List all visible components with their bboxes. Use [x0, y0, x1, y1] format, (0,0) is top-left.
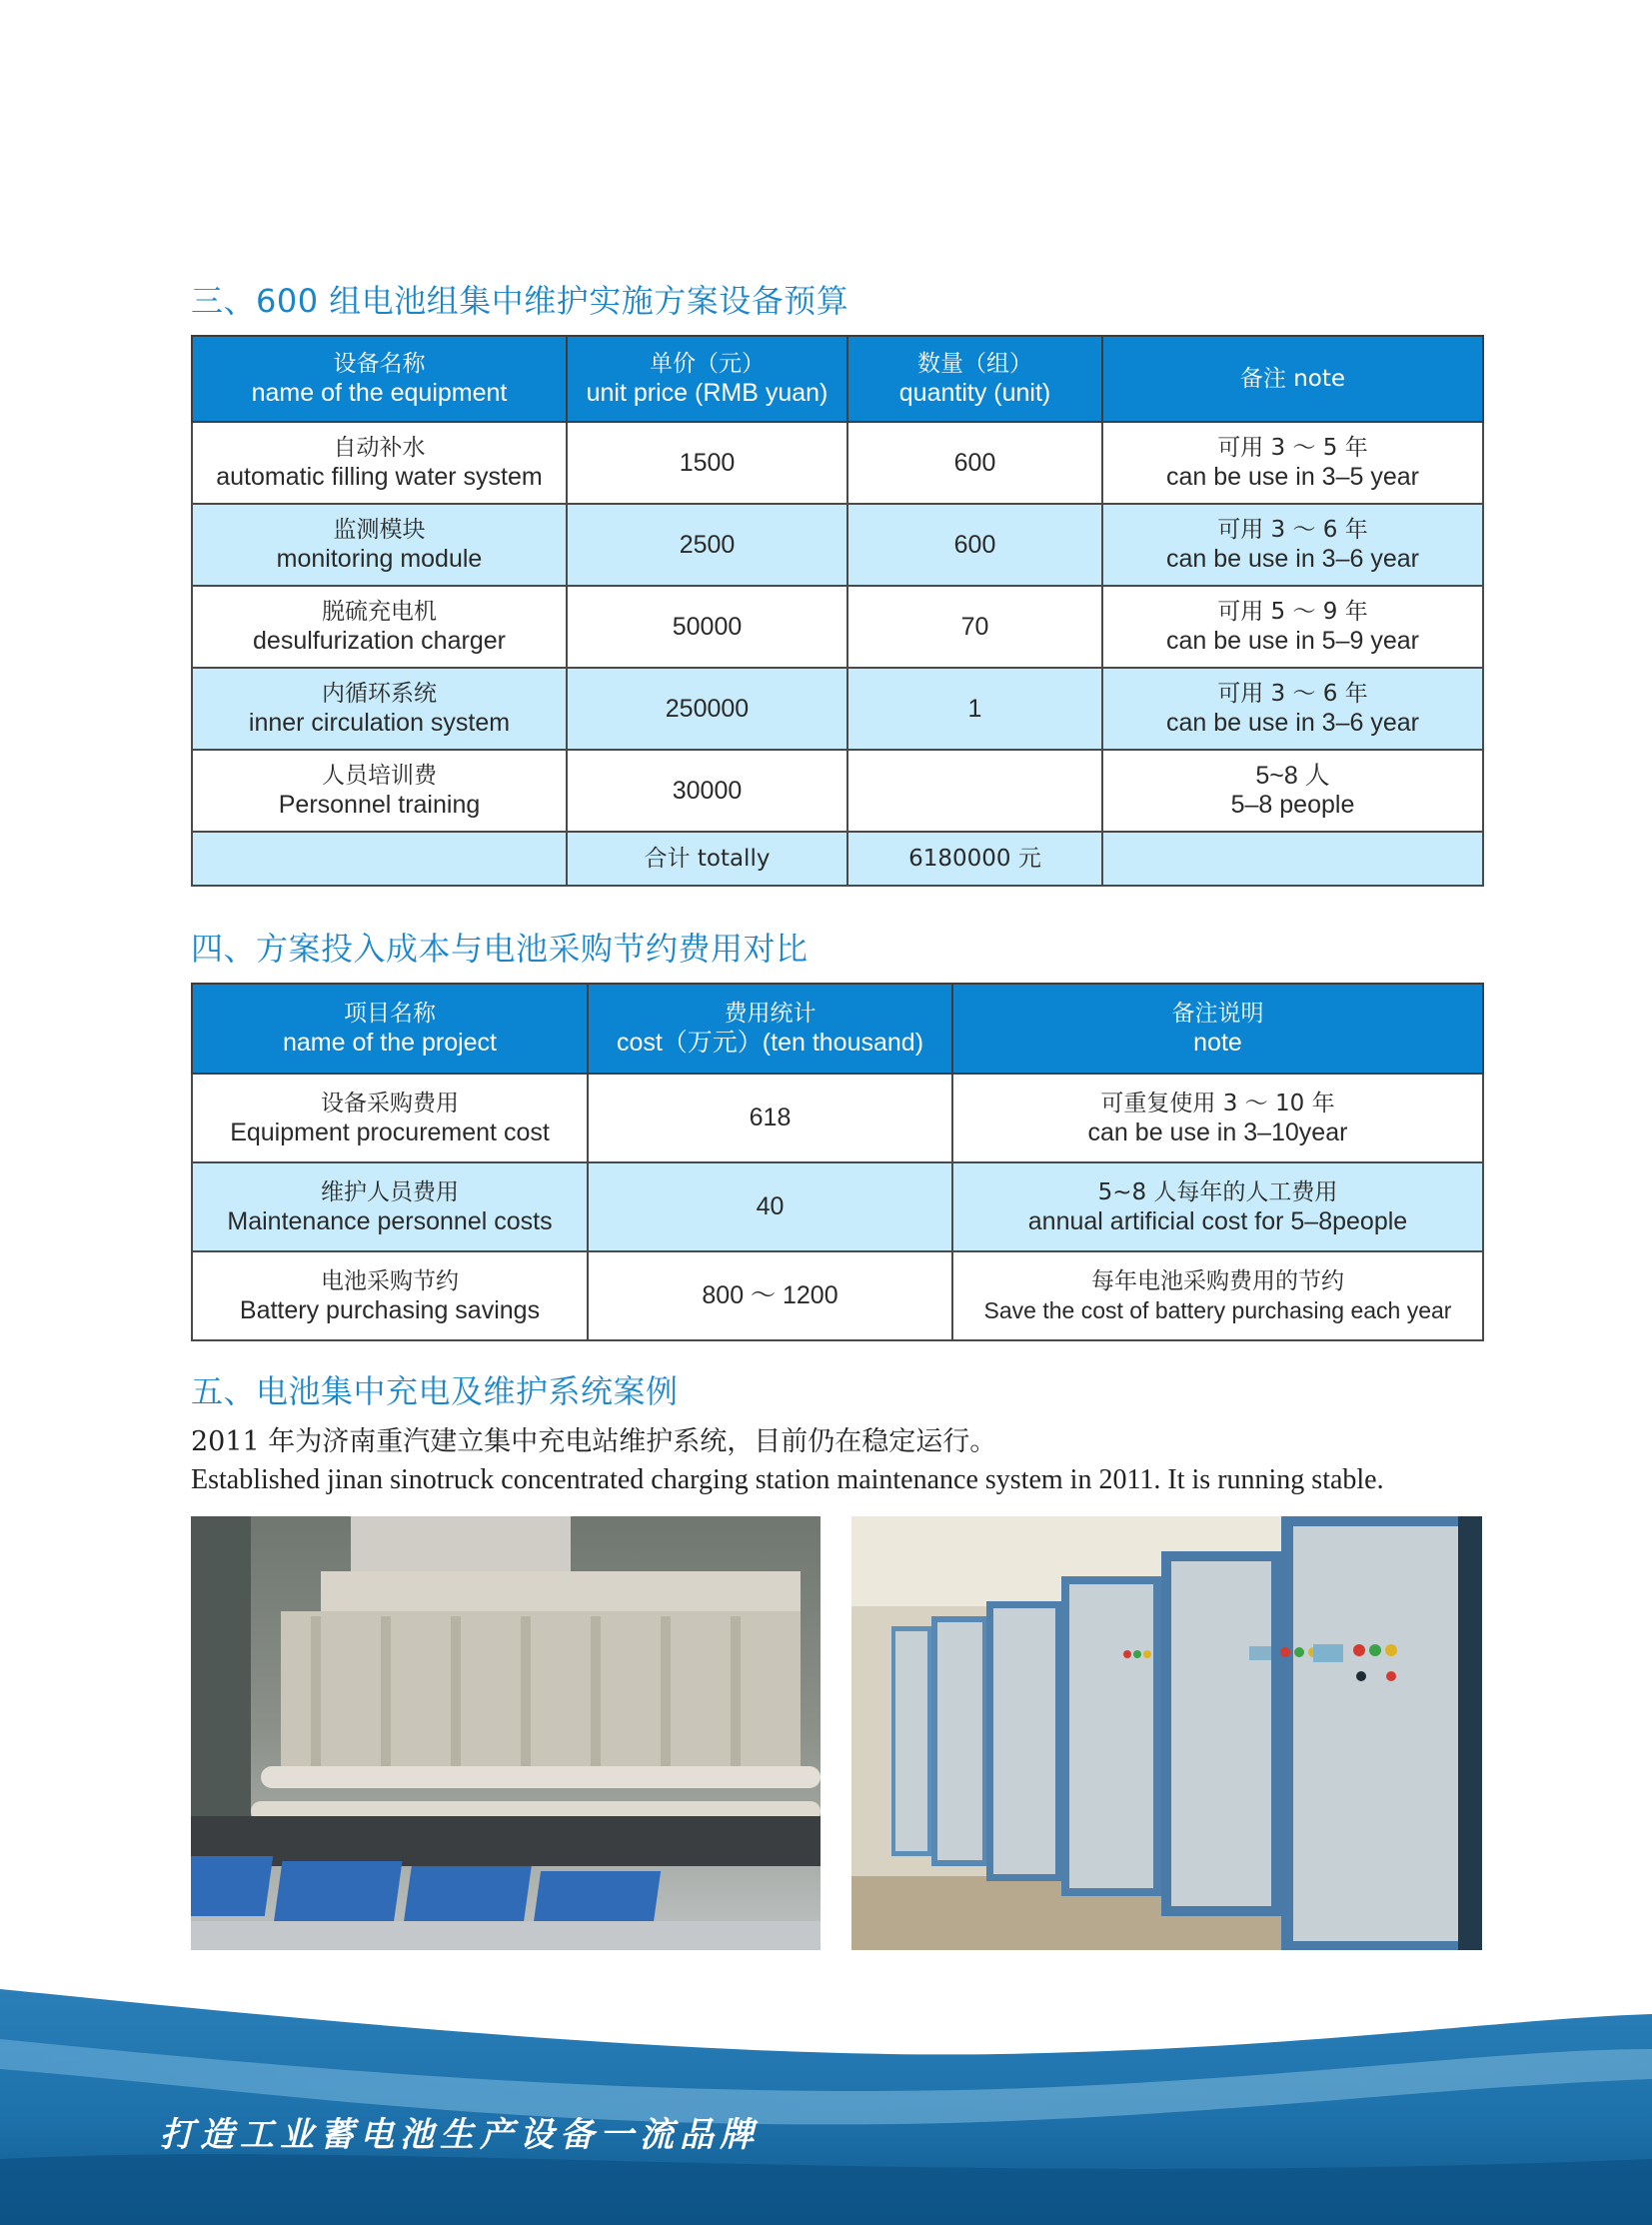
case-description-cn: 2011 年为济南重汽建立集中充电站维护系统，目前仍在稳定运行。 [191, 1426, 997, 1457]
cell-project: 设备采购费用 Equipment procurement cost [192, 1074, 588, 1162]
table-total-row [192, 832, 1483, 886]
table-row [192, 586, 1483, 668]
cell-name: 内循环系统 inner circulation system [192, 668, 567, 750]
cell-quantity: 600 [847, 422, 1102, 504]
cell-project: 维护人员费用 Maintenance personnel costs [192, 1162, 588, 1251]
header-quantity: 数量（组） quantity (unit) [847, 336, 1102, 422]
cell-name: 监测模块 monitoring module [192, 504, 567, 586]
cell-note: 可用 5 ～ 9 年 can be use in 5–9 year [1102, 586, 1483, 668]
table-row [192, 422, 1483, 504]
table-row [192, 1251, 1483, 1340]
header-project-name: 项目名称 name of the project [192, 984, 588, 1074]
cell-note: 可用 3 ～ 5 年 can be use in 3–5 year [1102, 422, 1483, 504]
cell-name: 自动补水 automatic filling water system [192, 422, 567, 504]
total-label: 合计 totally [567, 832, 847, 886]
section5-title: 五、电池集中充电及维护系统案例 [191, 1372, 679, 1410]
header-cost: 费用统计 cost（万元）(ten thousand) [588, 984, 952, 1074]
total-value: 6180000 元 [847, 832, 1102, 886]
cell-remark: 5~8 人每年的人工费用 annual artificial cost for 5–8people [952, 1162, 1483, 1251]
cell-price: 50000 [567, 586, 847, 668]
cell-empty [1102, 832, 1483, 886]
cell-price: 250000 [567, 668, 847, 750]
table-row [192, 504, 1483, 586]
cell-price: 1500 [567, 422, 847, 504]
battery-rack-photo [191, 1516, 821, 1950]
table-row [192, 1074, 1483, 1162]
case-description-en: Established jinan sinotruck concentrated charging station maintenance system in 2011. It is running stable. [191, 1464, 1384, 1495]
cell-cost: 40 [588, 1162, 952, 1251]
table-header-row [192, 336, 1483, 422]
cell-remark: 可重复使用 3 ～ 10 年 can be use in 3–10year [952, 1074, 1483, 1162]
header-remark: 备注说明 note [952, 984, 1483, 1074]
cell-name: 人员培训费 Personnel training [192, 750, 567, 832]
cell-quantity: 600 [847, 504, 1102, 586]
table-row [192, 1162, 1483, 1251]
cell-quantity: 1 [847, 668, 1102, 750]
section3-title: 三、600 组电池组集中维护实施方案设备预算 [191, 282, 849, 320]
table-header-row [192, 984, 1483, 1074]
cell-project: 电池采购节约 Battery purchasing savings [192, 1251, 588, 1340]
cell-empty [192, 832, 567, 886]
table-row [192, 668, 1483, 750]
cell-note: 可用 3 ～ 6 年 can be use in 3–6 year [1102, 668, 1483, 750]
cell-price: 30000 [567, 750, 847, 832]
header-unit-price: 单价（元） unit price (RMB yuan) [567, 336, 847, 422]
cell-cost: 618 [588, 1074, 952, 1162]
cell-note: 可用 3 ～ 6 年 can be use in 3–6 year [1102, 504, 1483, 586]
charger-cabinets-photo [851, 1516, 1482, 1950]
table-row [192, 750, 1483, 832]
cell-note: 5~8 人 5–8 people [1102, 750, 1483, 832]
section4-title: 四、方案投入成本与电池采购节约费用对比 [191, 930, 809, 968]
header-note: 备注 note [1102, 336, 1483, 422]
footer-slogan: 打造工业蓄电池生产设备一流品牌 [160, 2115, 760, 2155]
header-equipment-name: 设备名称 name of the equipment [192, 336, 567, 422]
cell-price: 2500 [567, 504, 847, 586]
cost-comparison-table [191, 983, 1484, 1341]
equipment-budget-table [191, 335, 1484, 887]
cell-quantity: 70 [847, 586, 1102, 668]
cell-quantity [847, 750, 1102, 832]
cell-name: 脱硫充电机 desulfurization charger [192, 586, 567, 668]
cell-cost: 800 ～ 1200 [588, 1251, 952, 1340]
cell-remark: 每年电池采购费用的节约 Save the cost of battery purchasing each year [952, 1251, 1483, 1340]
footer-wave-band [0, 1959, 1652, 2225]
